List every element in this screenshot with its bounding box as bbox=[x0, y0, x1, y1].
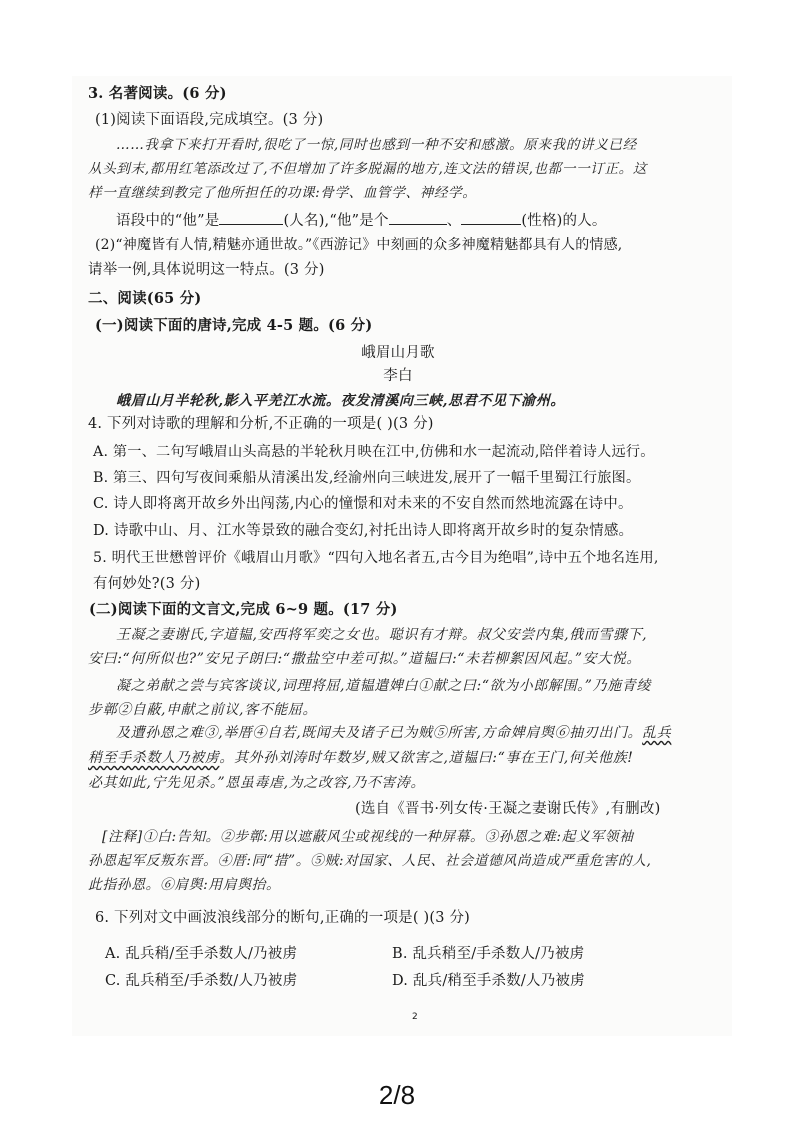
classical-p3-line-3: 必其如此,宁先见杀。”恩虽毒虐,为之改容,乃不害涛。 bbox=[88, 775, 426, 791]
page-indicator: 2/8 bbox=[378, 1080, 416, 1110]
fill-text-b: (人名),“他”是个 bbox=[283, 213, 389, 229]
classical-p2-line-2: 步鄣②自蔽,申献之前议,客不能屈。 bbox=[88, 702, 318, 718]
q4-option-c: C. 诗人即将离开故乡外出闯荡,内心的憧憬和对未来的不安自然而然地流露在诗中。 bbox=[93, 496, 633, 512]
q3-fill-in-line bbox=[116, 210, 607, 231]
classical-p1-line-2: 安曰:“何所似也?”安兄子朗曰:“撒盐空中差可拟。”道韫曰:“未若柳絮因风起。”安大悦。 bbox=[88, 651, 641, 667]
classical-p1-line-1: 王凝之妻谢氏,字道韫,安西将军奕之女也。聪识有才辩。叔父安尝内集,俄而雪骤下, bbox=[116, 627, 648, 643]
q4-option-d: D. 诗歌中山、月、江水等景致的融合变幻,衬托出诗人即将离开故乡时的复杂情感。 bbox=[93, 523, 634, 539]
classical-p3-line-1 bbox=[116, 723, 671, 743]
q5-stem-line-2: 有何妙处?(3 分) bbox=[93, 576, 201, 592]
wavy-underlined-text-2: 稍至手杀数人乃被虏 bbox=[88, 750, 220, 766]
q3-part2-line-2: 请举一例,具体说明这一特点。(3 分) bbox=[88, 262, 325, 278]
wavy-underlined-text-1: 乱兵 bbox=[642, 725, 672, 741]
q6-option-b: B. 乱兵稍至/手杀数人/乃被虏 bbox=[392, 946, 585, 962]
section2-title: 二、阅读(65 分) bbox=[88, 290, 202, 307]
blank-trait-1[interactable] bbox=[389, 210, 447, 225]
poem-section-title: (一)阅读下面的唐诗,完成 4-5 题。(6 分) bbox=[95, 317, 373, 334]
q6-option-d: D. 乱兵/稍至手杀数/人乃被虏 bbox=[392, 973, 585, 989]
classical-p3-text-a: 及遭孙恩之难③,举厝④自若,既闻夫及诸子已为贼⑤所害,方命婢肩舆⑥抽刃出门。 bbox=[116, 725, 643, 741]
q3-passage-line-3: 样一直继续到教完了他所担任的功课:骨学、血管学、神经学。 bbox=[88, 185, 477, 201]
q4-option-a: A. 第一、二句写峨眉山头高悬的半轮秋月映在江中,仿佛和水一起流动,陪伴着诗人远行。 bbox=[93, 444, 655, 460]
poem-text: 峨眉山月半轮秋,影入平羌江水流。夜发清溪向三峡,思君不见下渝州。 bbox=[116, 393, 565, 409]
q6-option-c: C. 乱兵稍至/手杀数/人乃被虏 bbox=[105, 973, 298, 989]
blank-person-name[interactable] bbox=[219, 210, 283, 225]
q4-stem: 4. 下列对诗歌的理解和分析,不正确的一项是( )(3 分) bbox=[88, 416, 434, 432]
q6-option-a: A. 乱兵稍/至手杀数人/乃被虏 bbox=[105, 946, 298, 962]
notes-line-3: 此指孙恩。⑥肩舆:用肩舆抬。 bbox=[88, 877, 281, 893]
notes-line-1: [注释]①白:告知。②步鄣:用以遮蔽风尘或视线的一种屏幕。③孙恩之难:起义军领袖 bbox=[102, 829, 634, 845]
fill-text-c: 、 bbox=[446, 213, 462, 229]
poem-author: 李白 bbox=[383, 368, 413, 384]
q3-part2-line-1: (2)“神魔皆有人情,精魅亦通世故。”《西游记》中刻画的众多神魔精魅都具有人的情感, bbox=[95, 237, 623, 253]
q4-option-b: B. 第三、四句写夜间乘船从清溪出发,经渝州向三峡进发,展开了一幅千里蜀江行旅图。 bbox=[93, 470, 641, 486]
q3-part1-prompt: (1)阅读下面语段,完成填空。(3 分) bbox=[95, 112, 324, 128]
notes-line-2: 孙恩起军反叛东晋。④厝:同“措”。⑤贼:对国家、人民、社会道德风尚造成严重危害的人, bbox=[88, 853, 652, 869]
q3-passage-line-2: 从头到末,都用红笔添改过了,不但增加了许多脱漏的地方,连文法的错误,也都一一订正。这 bbox=[88, 161, 648, 177]
classical-section-title: (二)阅读下面的文言文,完成 6~9 题。(17 分) bbox=[89, 601, 398, 618]
poem-title: 峨眉山月歌 bbox=[361, 345, 435, 361]
classical-p3-text-b: 。其外孙刘涛时年数岁,贼又欲害之,道韫曰:“事在王门,何关他族! bbox=[219, 750, 634, 766]
q3-title: 3. 名著阅读。(6 分) bbox=[88, 85, 227, 102]
q3-passage-line-1: ……我拿下来打开看时,很吃了一惊,同时也感到一种不安和感激。原来我的讲义已经 bbox=[116, 137, 637, 153]
q5-stem-line-1: 5. 明代王世懋曾评价《峨眉山月歌》“四句入地名者五,古今目为绝唱”,诗中五个地名连用, bbox=[93, 550, 659, 566]
q6-stem: 6. 下列对文中画波浪线部分的断句,正确的一项是( )(3 分) bbox=[95, 910, 471, 926]
fill-text-d: (性格)的人。 bbox=[521, 213, 607, 229]
fill-text-a: 语段中的“他”是 bbox=[116, 213, 220, 229]
classical-source: (选自《晋书·列女传·王凝之妻谢氏传》,有删改) bbox=[355, 801, 661, 817]
classical-p3-line-2 bbox=[88, 748, 633, 768]
blank-trait-2[interactable] bbox=[461, 210, 521, 225]
printed-page-number: 2 bbox=[412, 1012, 418, 1022]
classical-p2-line-1: 凝之弟献之尝与宾客谈议,词理将屈,道韫遣婢白①献之曰:“欲为小郎解围。”乃施青绫 bbox=[116, 678, 651, 694]
